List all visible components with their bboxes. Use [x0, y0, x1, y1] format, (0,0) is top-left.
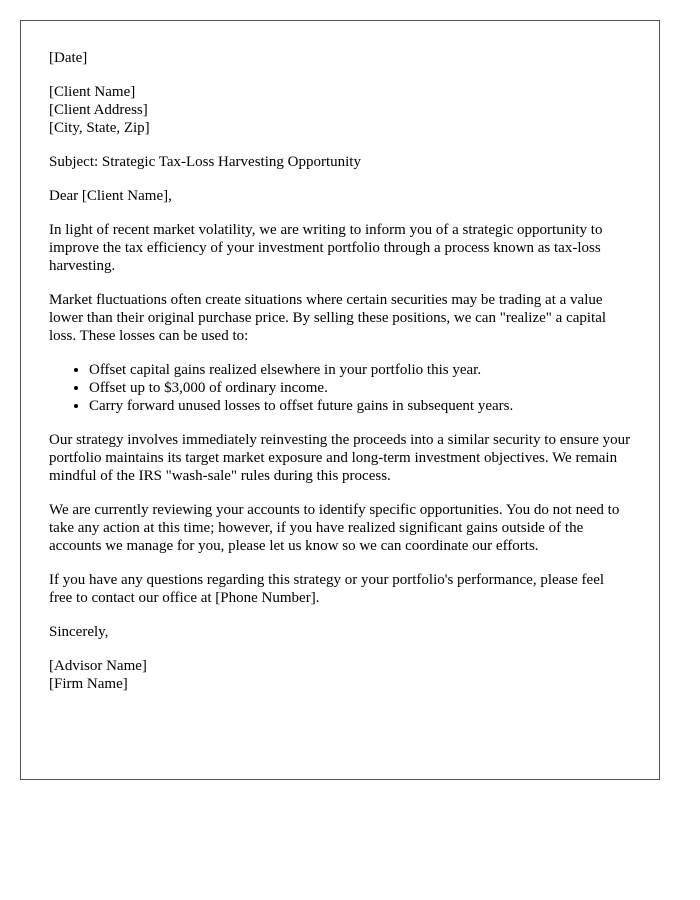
signature-block	[49, 657, 631, 693]
list-item: • Offset capital gains realized elsewhere in your portfolio this year.	[89, 361, 631, 379]
recipient-address: [Client Address]	[49, 102, 148, 118]
letter-page	[20, 20, 660, 780]
recipient-name: [Client Name]	[49, 84, 136, 100]
firm-name: [Firm Name]	[49, 676, 128, 692]
body-paragraph-fluctuations: Market fluctuations often create situations where certain securities may be trading at a value lower than their original purchase price. By selling these positions, we can "realize" a capital loss. These losses can be used to:	[49, 292, 607, 344]
letter-date: [Date]	[49, 50, 88, 66]
recipient-city-state-zip: [City, State, Zip]	[49, 120, 150, 136]
letter-salutation: Dear [Client Name],	[49, 188, 172, 204]
body-paragraph-intro: In light of recent market volatility, we are writing to inform you of a strategic opportunity to improve the tax efficiency of your investment portfolio through a process known as tax-loss harvesting.	[49, 222, 603, 274]
list-item: • Carry forward unused losses to offset future gains in subsequent years.	[89, 397, 631, 415]
body-paragraph-contact: If you have any questions regarding this strategy or your portfolio's performance, please feel free to contact our office at [Phone Number].	[49, 572, 605, 606]
recipient-address-block	[49, 83, 631, 137]
body-paragraph-review: We are currently reviewing your accounts to identify specific opportunities. You do not need to take any action at this time; however, if you have realized significant gains outside of the accounts we manage for you, please let us know so we can coordinate our efforts.	[49, 502, 620, 554]
loss-uses-list	[49, 361, 631, 415]
body-paragraph-strategy: Our strategy involves immediately reinvesting the proceeds into a similar security to ensure your portfolio maintains its target market exposure and long-term investment objectives. We remain mindful of the IRS "wash-sale" rules during this process.	[49, 432, 631, 484]
letter-subject: Subject: Strategic Tax-Loss Harvesting Opportunity	[49, 154, 361, 170]
letter-closing: Sincerely,	[49, 624, 109, 640]
advisor-name: [Advisor Name]	[49, 658, 147, 674]
list-item: • Offset up to $3,000 of ordinary income.	[89, 379, 631, 397]
